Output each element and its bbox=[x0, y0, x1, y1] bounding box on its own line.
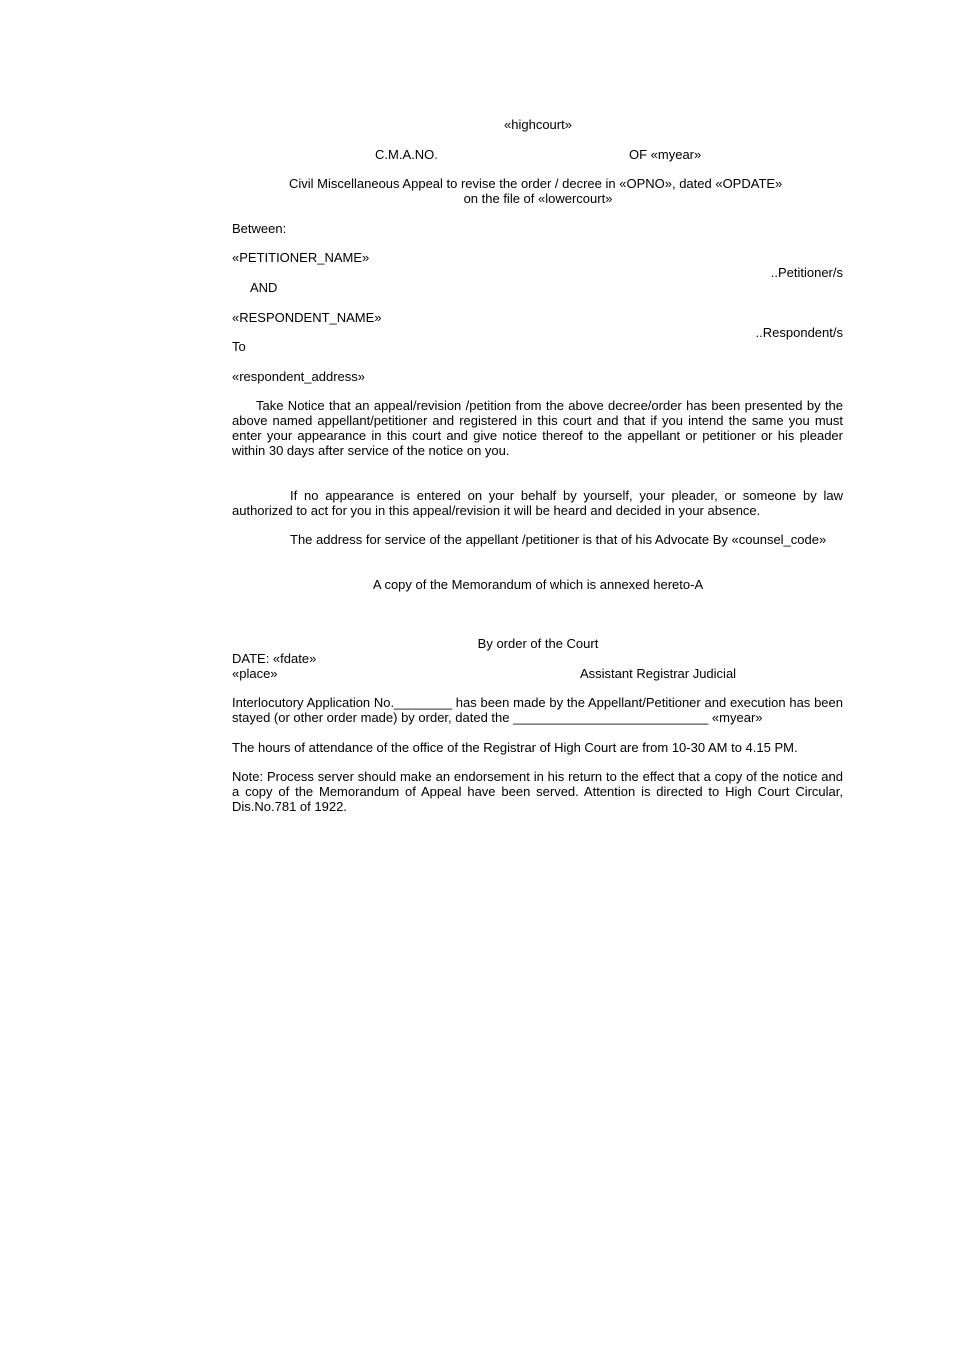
service-address-line: The address for service of the appellant /petitioner is that of his Advocate By «counsel_code» bbox=[290, 532, 827, 547]
and-label: AND bbox=[250, 280, 278, 295]
court-name: «highcourt» bbox=[504, 117, 572, 132]
process-note-paragraph: Note: Process server should make an endorsement in his return to the effect that a copy of the notice and a copy of the Memorandum of Appeal have been served. Attention is directed to High Court Circular, Dis.No.781 of 1922. bbox=[232, 769, 843, 814]
notice-paragraph: Take Notice that an appeal/revision /petition from the above decree/order has been presented by the above named appellant/petitioner and registered in this court and that if you intend the same you must enter your appearance in this court and give notice thereof to the appellant or petitioner or his pleader within 30 days after service of the notice on you. bbox=[232, 398, 843, 458]
no-appearance-paragraph: If no appearance is entered on your behalf by yourself, your pleader, or someone by law authorized to act for you in this appeal/revision it will be heard and decided in your absence. bbox=[232, 488, 843, 518]
respondent-name: «RESPONDENT_NAME» bbox=[232, 310, 382, 325]
respondent-role: ..Respondent/s bbox=[755, 325, 843, 340]
subject-line-1: Civil Miscellaneous Appeal to revise the order / decree in «OPNO», dated «OPDATE» bbox=[289, 176, 783, 191]
between-label: Between: bbox=[232, 221, 287, 236]
memorandum-line: A copy of the Memorandum of which is annexed hereto-A bbox=[372, 577, 704, 592]
to-label: To bbox=[232, 339, 246, 354]
interlocutory-paragraph: Interlocutory Application No.________ has been made by the Appellant/Petitioner and execution has been stayed (or other order made) by order, dated the ___________________________ «myear» bbox=[232, 695, 843, 725]
subject-line-2: on the file of «lowercourt» bbox=[463, 191, 613, 206]
petitioner-role: ..Petitioner/s bbox=[770, 265, 843, 280]
case-year: OF «myear» bbox=[629, 147, 702, 162]
office-hours-line: The hours of attendance of the office of the Registrar of High Court are from 10-30 AM to 4.15 PM. bbox=[232, 740, 798, 755]
petitioner-name: «PETITIONER_NAME» bbox=[232, 250, 370, 265]
case-number: C.M.A.NO. bbox=[375, 147, 438, 162]
by-order-line: By order of the Court bbox=[477, 636, 599, 651]
place-line: «place» bbox=[232, 666, 278, 681]
date-line: DATE: «fdate» bbox=[232, 651, 317, 666]
respondent-address: «respondent_address» bbox=[232, 369, 365, 384]
registrar-signature: Assistant Registrar Judicial bbox=[580, 666, 737, 681]
